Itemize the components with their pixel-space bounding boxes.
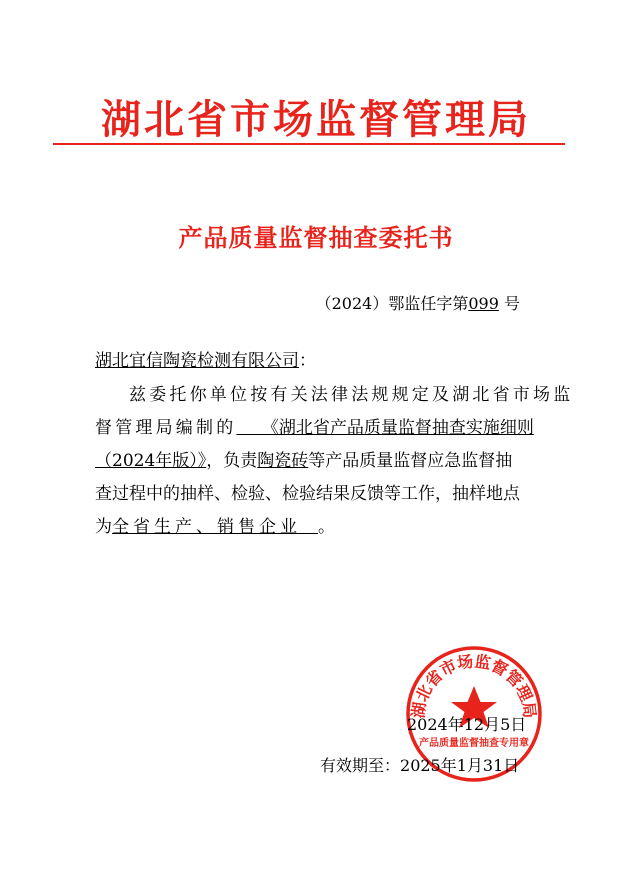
- agency-header: 湖北省市场监督管理局: [101, 96, 531, 143]
- recipient-name: 湖北宜信陶瓷检测有限公司: [95, 351, 299, 371]
- recipient-colon: ：: [299, 351, 316, 371]
- document-number-suffix: 号: [503, 294, 520, 313]
- body-line-3-post: 等产品质量监督应急监督抽: [308, 451, 513, 471]
- regulation-title-part1: 《湖北省产品质量监督抽查实施细则: [261, 418, 534, 438]
- validity-date: 2025年1月31日: [400, 756, 520, 775]
- issue-date: 2024年12月5日: [407, 715, 527, 734]
- document-number: [316, 291, 520, 314]
- sampling-scope: 全省生产、销售企业: [112, 517, 301, 537]
- regulation-title-part2: （2024年版）》: [95, 451, 207, 471]
- body-line-5-post: 。: [318, 517, 335, 537]
- body-line-5: [95, 511, 540, 544]
- recipient: [95, 346, 316, 371]
- seal-outer-text: 湖北省市场监督管理局: [408, 651, 540, 720]
- sampling-scope-spacer: [301, 517, 318, 537]
- body-line-3: [95, 445, 540, 478]
- body-line-4: 查过程中的抽样、检验、检验结果反馈等工作，抽样地点: [95, 484, 520, 504]
- body-line-2-pre: 督管理局编制的: [95, 418, 237, 438]
- header-rule: [53, 143, 565, 145]
- document-number-value: 099: [468, 294, 499, 313]
- body-line-3-mid: ，负责: [206, 451, 258, 471]
- document-number-prefix: （2024）鄂监任字第: [315, 294, 469, 313]
- body-line-5-pre: 为: [95, 517, 112, 537]
- document-title: 产品质量监督抽查委托书: [178, 223, 454, 252]
- seal-inner-text: 产品质量监督抽查专用章: [419, 738, 529, 749]
- validity-label: 有效期至：: [320, 756, 401, 775]
- body-line-2: [95, 412, 540, 445]
- body-text: [95, 379, 574, 544]
- product-name: 陶瓷砖: [257, 451, 309, 471]
- validity-line: [320, 753, 519, 776]
- body-line-1: 兹委托你单位按有关法律法规规定及湖北省市场监: [129, 385, 574, 405]
- body-line-2-spacer: [236, 418, 262, 438]
